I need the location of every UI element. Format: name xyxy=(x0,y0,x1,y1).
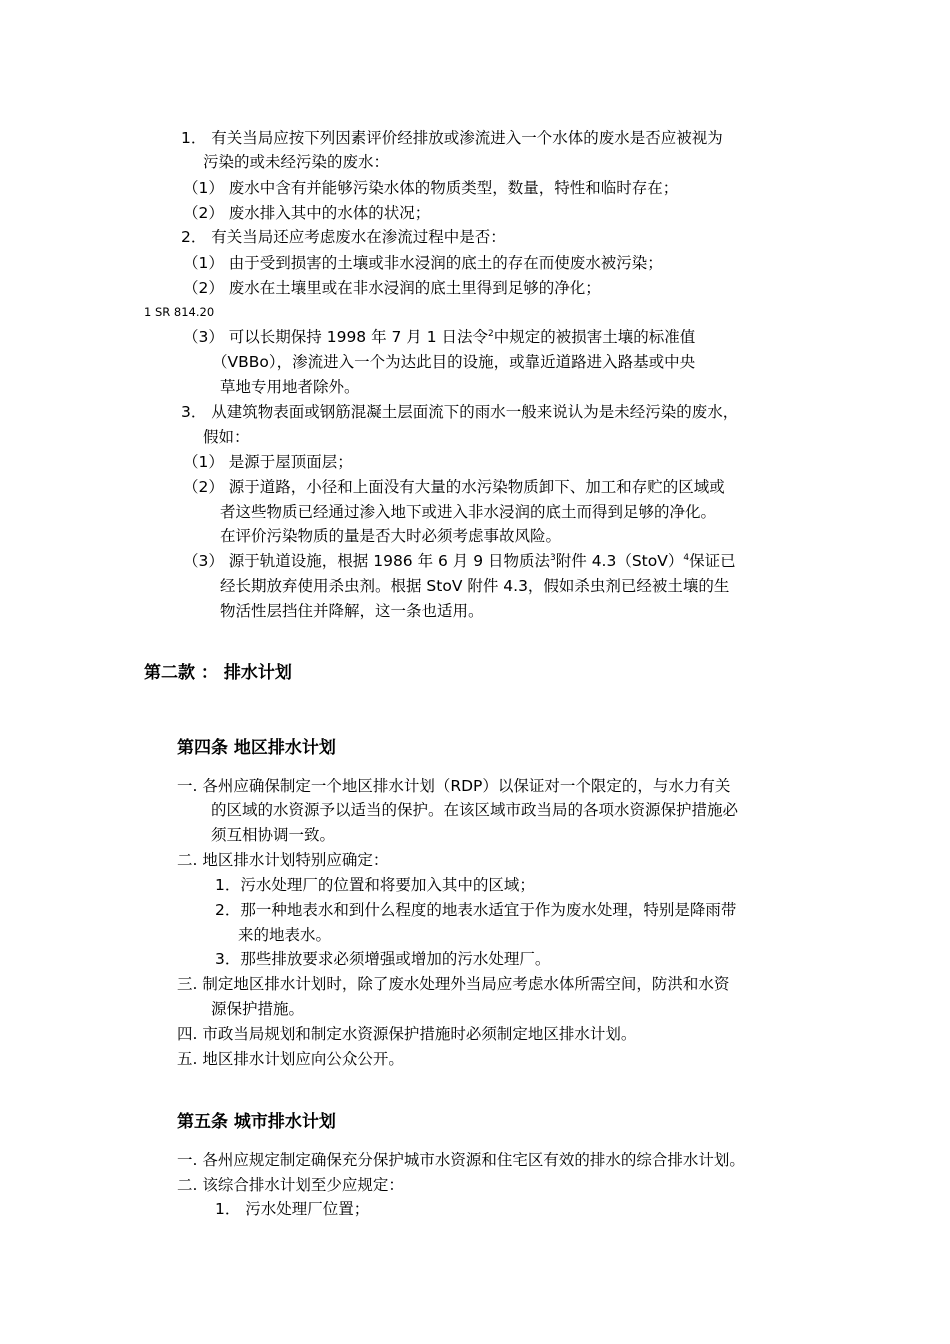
item-3-sub-2-cont: 者这些物质已经通过渗入地下或进入非水浸润的底土而得到足够的净化。 xyxy=(220,503,717,521)
article-4-para-2-item-3: 3．那些排放要求必须增强或增加的污水处理厂。 xyxy=(215,950,551,968)
item-2-sub-3-text-b: 中规定的被损害土壤的标准值 xyxy=(493,328,696,346)
article-4-para-5: 五. 地区排水计划应向公众公开。 xyxy=(177,1050,404,1068)
item-3-sub-3-text-c: 保证已 xyxy=(689,552,736,570)
item-3-sub-1: （1） 是源于屋顶面层； xyxy=(183,453,353,471)
article-5-para-1: 一. 各州应规定制定确保充分保护城市水资源和住宅区有效的排水的综合排水计划。 xyxy=(177,1151,745,1169)
article-5-para-2-item-1: 1． 污水处理厂位置； xyxy=(215,1200,370,1218)
item-3-sub-3-cont: 经长期放弃使用杀虫剂。根据 StoV 附件 4.3，假如杀虫剂已经被土壤的生 xyxy=(220,577,730,595)
article-4-para-2: 二. 地区排水计划特别应确定： xyxy=(177,851,389,869)
article-4-para-2-item-2-cont: 来的地表水。 xyxy=(238,926,332,944)
item-3-sub-3 xyxy=(183,551,736,571)
item-3-sub-2-cont2: 在评价污染物质的量是否大时必须考虑事故风险。 xyxy=(220,527,562,545)
article-4-para-1-cont: 的区域的水资源予以适当的保护。在该区域市政当局的各项水资源保护措施必 xyxy=(211,801,739,819)
item-1: 1． 有关当局应按下列因素评价经排放或渗流进入一个水体的废水是否应被视为 xyxy=(181,129,723,147)
item-3-sub-2: （2） 源于道路，小径和上面没有大量的水污染物质卸下、加工和存贮的区域或 xyxy=(183,478,725,496)
item-1-sub-1: （1） 废水中含有并能够污染水体的物质类型，数量，特性和临时存在； xyxy=(183,179,679,197)
item-1-cont: 污染的或未经污染的废水： xyxy=(203,153,390,171)
article-4-para-1-cont2: 须互相协调一致。 xyxy=(211,826,336,844)
article-4-para-4: 四. 市政当局规划和制定水资源保护措施时必须制定地区排水计划。 xyxy=(177,1025,637,1043)
item-2-sub-3 xyxy=(183,327,695,347)
item-1-sub-2: （2） 废水排入其中的水体的状况； xyxy=(183,204,431,222)
item-3-sub-3-text-a: （3） 源于轨道设施，根据 1986 年 6 月 9 日物质法 xyxy=(183,552,551,570)
item-3-sub-3-text-b: 附件 4.3（StoV） xyxy=(555,552,684,570)
article-5-para-2: 二. 该综合排水计划至少应规定： xyxy=(177,1176,404,1194)
article-4-para-2-item-2: 2．那一种地表水和到什么程度的地表水适宜于作为废水处理，特别是降雨带 xyxy=(215,901,737,919)
footnote-ref-3: 3 xyxy=(550,553,556,563)
footnote: 1 SR 814.20 xyxy=(144,305,215,319)
item-3-sub-3-cont2: 物活性层挡住并降解，这一条也适用。 xyxy=(220,602,484,620)
item-2-sub-3-cont2: 草地专用地者除外。 xyxy=(220,378,360,396)
item-3-cont: 假如： xyxy=(203,428,250,446)
item-3: 3． 从建筑物表面或钢筋混凝土层面流下的雨水一般来说认为是未经污染的废水， xyxy=(181,403,739,421)
item-2-sub-1: （1） 由于受到损害的土壤或非水浸润的底土的存在而使废水被污染； xyxy=(183,254,663,272)
article-5-heading: 第五条 城市排水计划 xyxy=(177,1112,336,1132)
article-4-heading: 第四条 地区排水计划 xyxy=(177,738,336,758)
footnote-ref-4: 4 xyxy=(683,553,690,563)
item-2-sub-2: （2） 废水在土壤里或在非水浸润的底土里得到足够的净化； xyxy=(183,279,601,297)
article-4-para-2-item-1: 1．污水处理厂的位置和将要加入其中的区域； xyxy=(215,876,535,894)
item-2: 2． 有关当局还应考虑废水在渗流过程中是否： xyxy=(181,228,506,246)
article-4-para-3-cont: 源保护措施。 xyxy=(211,1000,305,1018)
article-4-para-3: 三. 制定地区排水计划时，除了废水处理外当局应考虑水体所需空间，防洪和水资 xyxy=(177,975,730,993)
section-2-heading: 第二款 ： 排水计划 xyxy=(144,663,292,683)
footnote-ref-2: 2 xyxy=(488,329,494,339)
article-4-para-1: 一. 各州应确保制定一个地区排水计划（RDP）以保证对一个限定的，与水力有关 xyxy=(177,777,731,795)
item-2-sub-3-cont: （VBBo），渗流进入一个为达此目的设施，或靠近道路进入路基或中央 xyxy=(212,353,696,371)
item-2-sub-3-text-a: （3） 可以长期保持 1998 年 7 月 1 日法令 xyxy=(183,328,489,346)
